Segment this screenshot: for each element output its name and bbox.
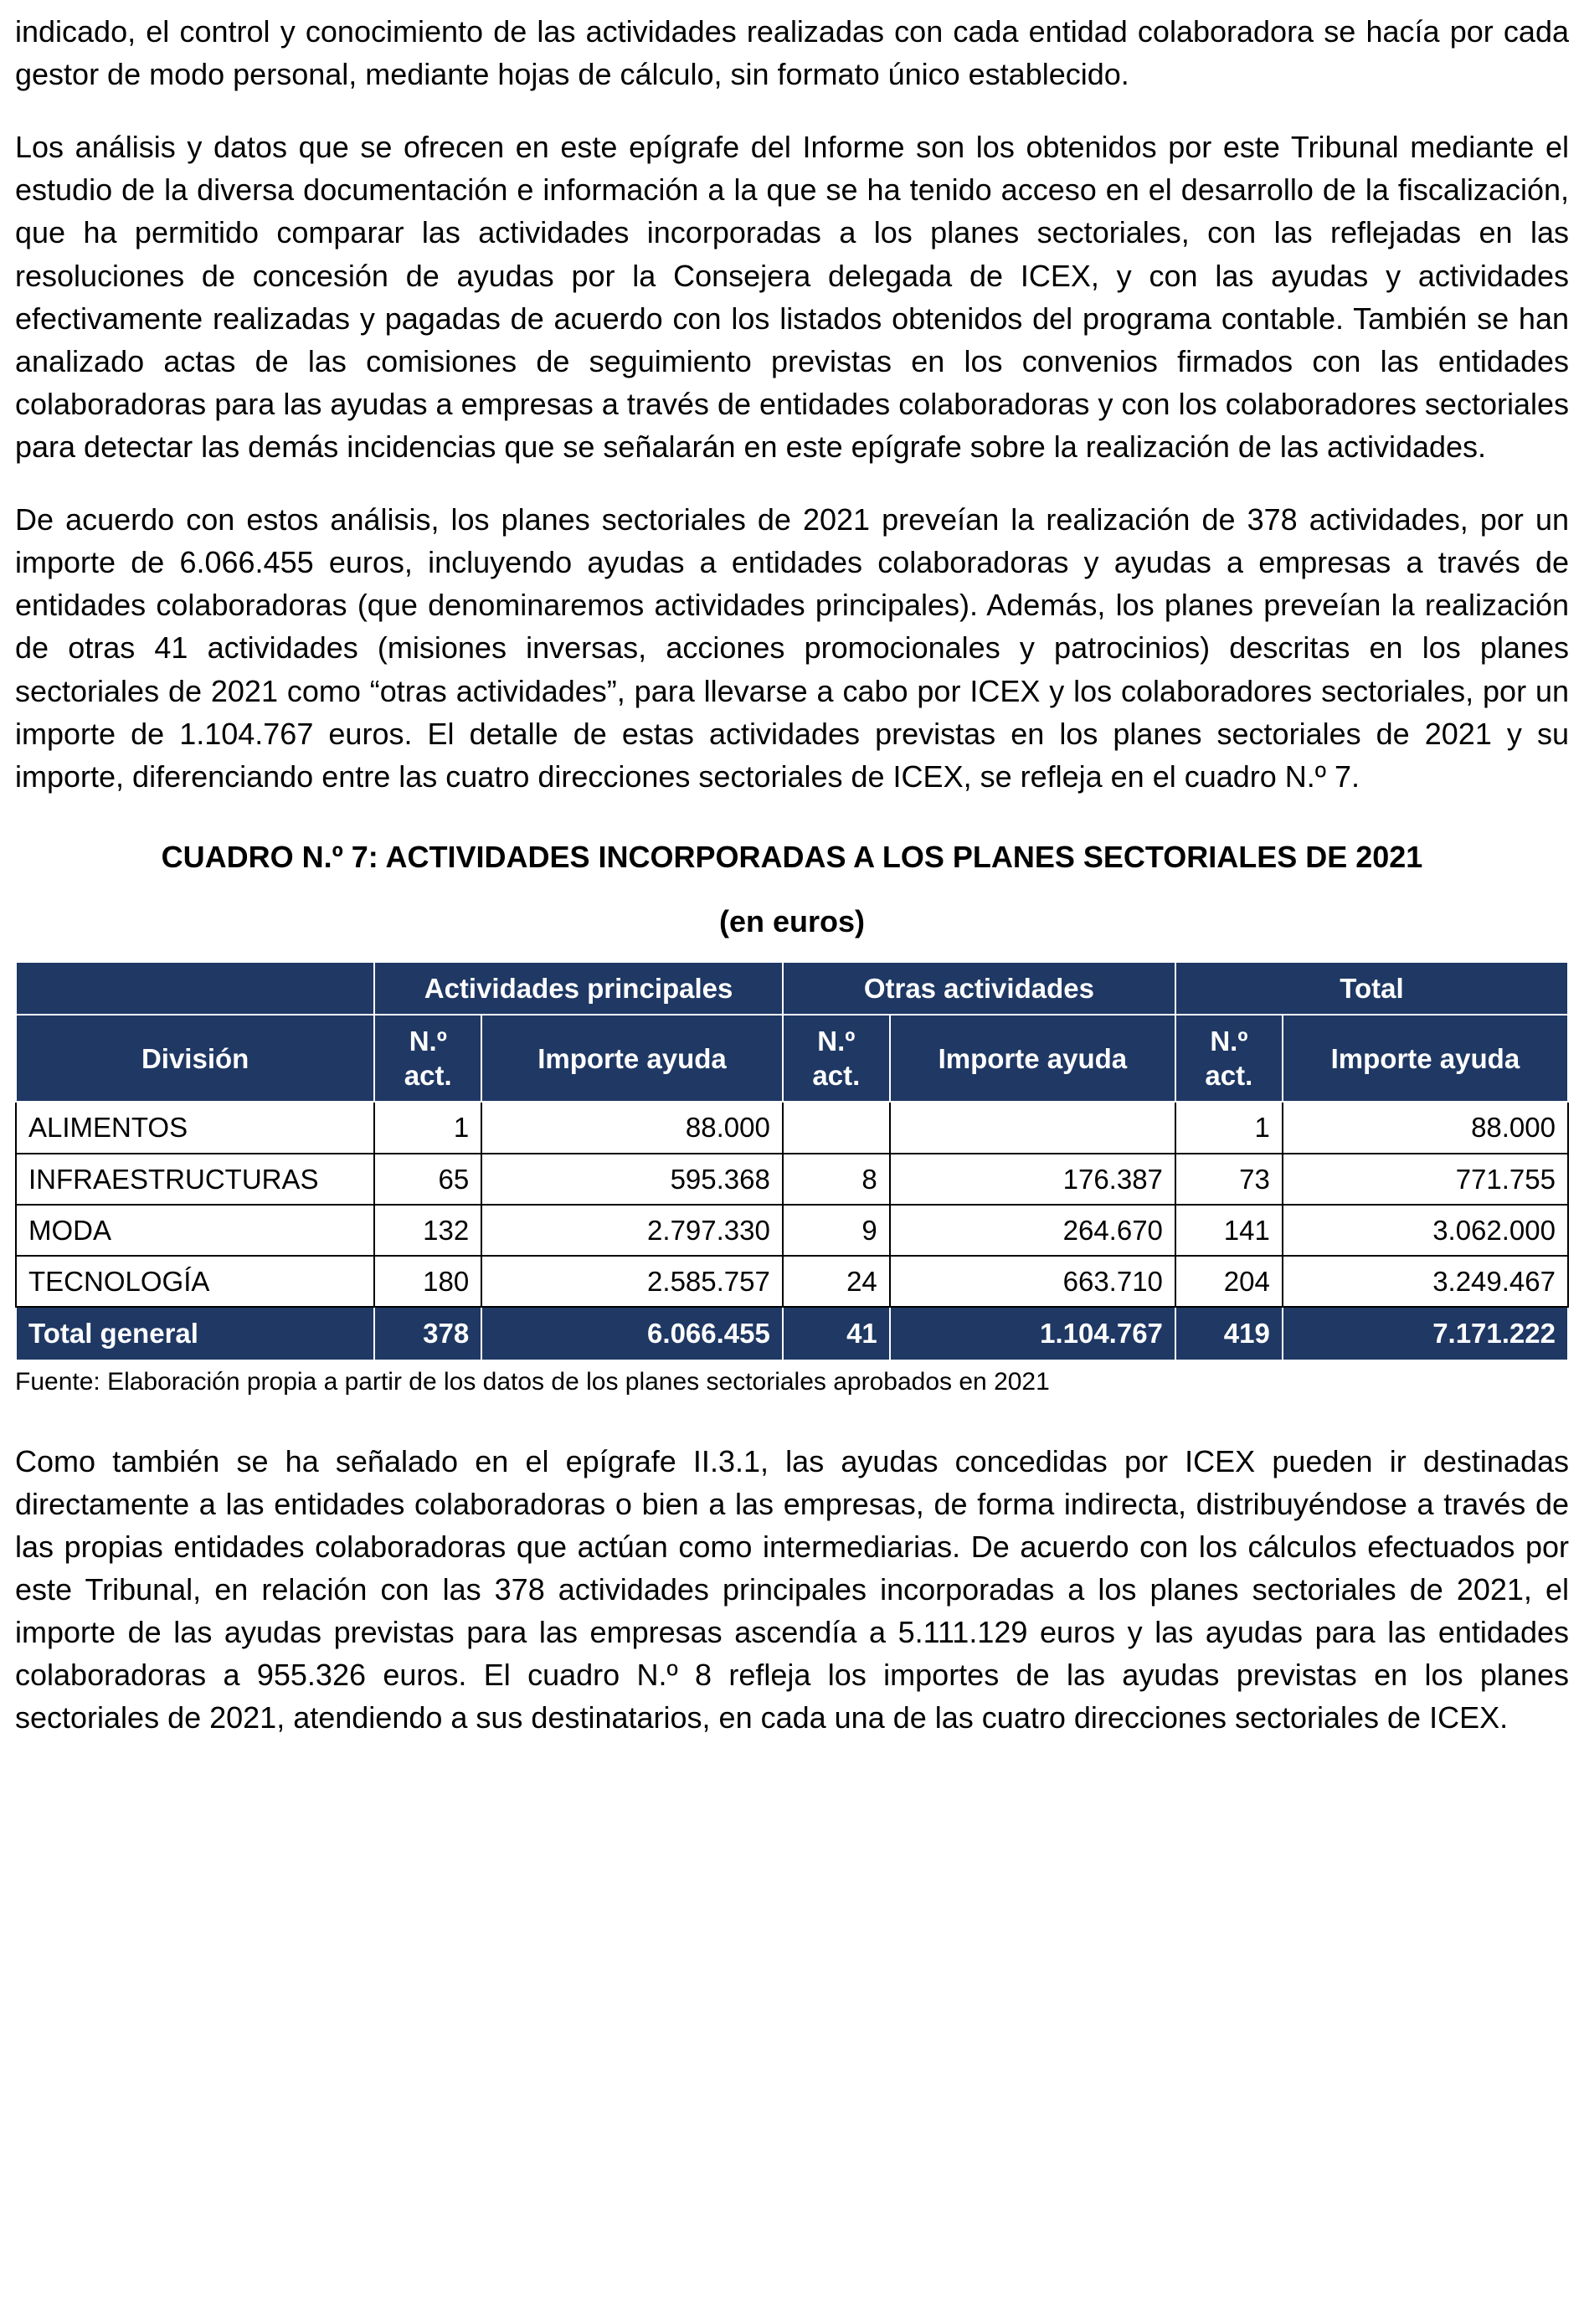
table-row: [16, 1102, 1568, 1153]
value-cell: [783, 1102, 890, 1153]
col-header-division: División: [16, 1015, 374, 1103]
table-row: [16, 1154, 1568, 1205]
total-value-cell: 7.171.222: [1283, 1307, 1568, 1360]
value-cell: 2.585.757: [481, 1256, 783, 1307]
total-value-cell: 419: [1175, 1307, 1283, 1360]
value-cell: 73: [1175, 1154, 1283, 1205]
value-cell: [890, 1102, 1175, 1153]
table-title: CUADRO N.º 7: ACTIVIDADES INCORPORADAS A LOS PLANES SECTORIALES DE 2021: [161, 839, 1423, 874]
value-cell: 88.000: [1283, 1102, 1568, 1153]
value-cell: 132: [374, 1205, 481, 1256]
table-source-note: Fuente: Elaboración propia a partir de los datos de los planes sectoriales aprobados en 2021: [15, 1367, 1050, 1396]
total-row: [16, 1307, 1568, 1360]
division-cell: MODA: [16, 1205, 374, 1256]
value-cell: 595.368: [481, 1154, 783, 1205]
value-cell: 180: [374, 1256, 481, 1307]
table-subtitle: (en euros): [718, 903, 866, 938]
col-header-importe-2: Importe ayuda: [890, 1015, 1175, 1103]
cuadro-7-table: [15, 961, 1569, 1361]
value-cell: 65: [374, 1154, 481, 1205]
col-header-importe-1: Importe ayuda: [481, 1015, 783, 1103]
value-cell: 88.000: [481, 1102, 783, 1153]
value-cell: 2.797.330: [481, 1205, 783, 1256]
total-value-cell: 41: [783, 1307, 890, 1360]
paragraph-ayudas-destinatarios: Como también se ha señalado en el epígrafe II.3.1, las ayudas concedidas por ICEX pueden ir destinadas directamente a las entidades colaboradoras o bien a las empresas, de forma indirecta, distribuyéndose a través de las propias entidades colaboradoras que actúan como intermediarias. De acuerdo con los cálculos efectuados por este Tribunal, en relación con las 378 actividades principales incorporadas a los planes sectoriales de 2021, el importe de las ayudas previstas para las empresas ascendía a 5.111.129 euros y las ayudas para las entidades colaboradoras a 955.326 euros. El cuadro N.º 8 refleja los importes de las ayudas previstas en los planes sectoriales de 2021, atendiendo a sus destinatarios, en cada una de las cuatro direcciones sectoriales de ICEX.: [15, 1443, 1569, 1735]
paragraph-analisis: Los análisis y datos que se ofrecen en este epígrafe del Informe son los obtenidos por este Tribunal mediante el estudio de la diversa documentación e información a la que se ha tenido acceso en el desarrollo de la fiscalización, que ha permitido comparar las actividades incorporadas a los planes sectoriales, con las reflejadas en las resoluciones de concesión de ayudas por la Consejera delegada de ICEX, y con las ayudas y actividades efectivamente realizadas y pagadas de acuerdo con los listados obtenidos del programa contable. También se han analizado actas de las comisiones de seguimiento previstas en los convenios firmados con las entidades colaboradoras para las ayudas a empresas a través de entidades colaboradoras y con los colaboradores sectoriales para detectar las demás incidencias que se señalarán en este epígrafe sobre la realización de las actividades.: [15, 130, 1569, 464]
value-cell: 204: [1175, 1256, 1283, 1307]
paragraph-planes-2021: De acuerdo con estos análisis, los planes sectoriales de 2021 preveían la realización de 378 actividades, por un importe de 6.066.455 euros, incluyendo ayudas a entidades colaboradoras y ayudas a empresas a través de entidades colaboradoras (que denominaremos actividades principales). Además, los planes preveían la realización de otras 41 actividades (misiones inversas, acciones promocionales y patrocinios) descritas en los planes sectoriales de 2021 como “otras actividades”, para llevarse a cabo por ICEX y los colaboradores sectoriales, por un importe de 1.104.767 euros. El detalle de estas actividades previstas en los planes sectoriales de 2021 y su importe, diferenciando entre las cuatro direcciones sectoriales de ICEX, se refleja en el cuadro N.º 7.: [15, 502, 1569, 794]
table-body: [16, 1102, 1568, 1307]
col-header-nact-1: N.º act.: [374, 1015, 481, 1103]
value-cell: 1: [374, 1102, 481, 1153]
table-group-header-row: [16, 962, 1568, 1015]
total-value-cell: 378: [374, 1307, 481, 1360]
total-value-cell: 6.066.455: [481, 1307, 783, 1360]
value-cell: 3.249.467: [1283, 1256, 1568, 1307]
total-value-cell: 1.104.767: [890, 1307, 1175, 1360]
col-group-total: Total: [1175, 962, 1568, 1015]
division-cell: ALIMENTOS: [16, 1102, 374, 1153]
table-header-row: [16, 1015, 1568, 1103]
col-header-nact-3: N.º act.: [1175, 1015, 1283, 1103]
value-cell: 24: [783, 1256, 890, 1307]
value-cell: 8: [783, 1154, 890, 1205]
value-cell: 9: [783, 1205, 890, 1256]
value-cell: 663.710: [890, 1256, 1175, 1307]
value-cell: 1: [1175, 1102, 1283, 1153]
division-cell: INFRAESTRUCTURAS: [16, 1154, 374, 1205]
value-cell: 771.755: [1283, 1154, 1568, 1205]
division-cell: TECNOLOGÍA: [16, 1256, 374, 1307]
corner-cell: [16, 962, 374, 1015]
table-row: [16, 1256, 1568, 1307]
value-cell: 176.387: [890, 1154, 1175, 1205]
paragraph-continuation: indicado, el control y conocimiento de las actividades realizadas con cada entidad colaboradora se hacía por cada gestor de modo personal, mediante hojas de cálculo, sin formato único establecido.: [15, 14, 1569, 92]
value-cell: 141: [1175, 1205, 1283, 1256]
col-header-importe-3: Importe ayuda: [1283, 1015, 1568, 1103]
col-header-nact-2: N.º act.: [783, 1015, 890, 1103]
total-label-cell: Total general: [16, 1307, 374, 1360]
col-group-otras: Otras actividades: [783, 962, 1175, 1015]
col-group-principales: Actividades principales: [374, 962, 783, 1015]
value-cell: 264.670: [890, 1205, 1175, 1256]
value-cell: 3.062.000: [1283, 1205, 1568, 1256]
table-row: [16, 1205, 1568, 1256]
